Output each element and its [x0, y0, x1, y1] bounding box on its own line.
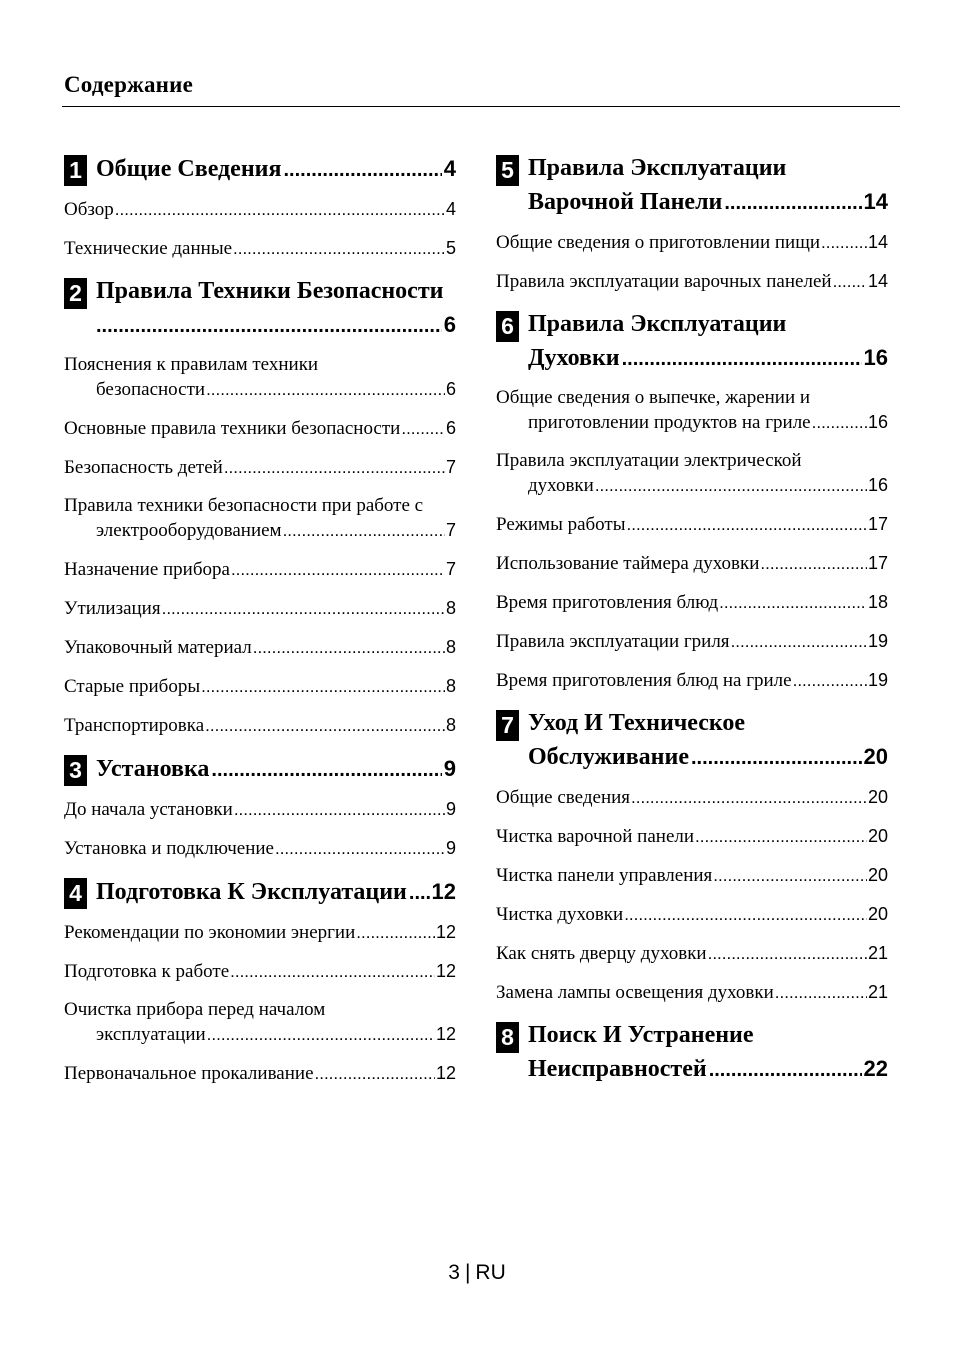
entry-text: Установка и подключение [64, 838, 274, 859]
toc-entry[interactable] [64, 635, 456, 660]
toc-entry[interactable] [64, 557, 456, 582]
toc-entry[interactable] [64, 1061, 456, 1086]
entry-page: 12 [435, 1063, 456, 1083]
toc-entry[interactable] [496, 269, 888, 294]
entry-page: 8 [445, 715, 456, 735]
entry-text: Время приготовления блюд [496, 592, 719, 613]
entry-page: 14 [867, 232, 888, 252]
entry-page: 21 [867, 943, 888, 963]
toc-section-4[interactable] [64, 875, 456, 910]
entry-page: 18 [867, 592, 888, 612]
entry-text: Чистка духовки [496, 904, 624, 925]
entry-page: 19 [867, 670, 888, 690]
section-title: Правила Эксплуатации [528, 155, 787, 181]
section-title-cont: Духовки [528, 345, 620, 371]
section-page: 22 [863, 1056, 888, 1081]
entry-page: 6 [445, 418, 456, 438]
entry-text: Общие сведения о выпечке, жарении и [496, 387, 811, 408]
section-number-badge: 1 [64, 155, 87, 186]
section-title: Поиск И Устранение [528, 1022, 754, 1048]
toc-entry[interactable] [496, 386, 888, 435]
toc-entry[interactable] [496, 668, 888, 693]
toc-entry[interactable] [64, 713, 456, 738]
entry-text: Технические данные [64, 238, 233, 259]
entry-page: 16 [867, 475, 888, 495]
toc-entry[interactable] [64, 416, 456, 441]
entry-text: Время приготовления блюд на гриле [496, 670, 792, 691]
toc-entry[interactable] [64, 959, 456, 984]
toc-entry[interactable] [64, 998, 456, 1047]
entry-page: 14 [867, 271, 888, 291]
toc-section-6[interactable] [496, 308, 888, 376]
section-page: 20 [863, 744, 888, 769]
entry-page: 7 [445, 559, 456, 579]
toc-entry[interactable] [64, 197, 456, 222]
section-title-cont: Неисправностей [528, 1056, 707, 1082]
toc-entry[interactable] [496, 980, 888, 1005]
entry-page: 21 [867, 982, 888, 1002]
toc-entry[interactable] [64, 920, 456, 945]
entry-text: Общие сведения о приготовлении пищи [496, 232, 821, 253]
section-title: Правила Эксплуатации [528, 311, 787, 337]
section-number-badge: 3 [64, 755, 87, 786]
entry-text: Обзор [64, 199, 114, 220]
toc-entry[interactable] [496, 449, 888, 498]
toc-section-2[interactable] [64, 275, 456, 343]
section-number-badge: 8 [496, 1022, 519, 1053]
entry-text: Использование таймера духовки [496, 553, 760, 574]
section-number-badge: 4 [64, 878, 87, 909]
entry-text: Замена лампы освещения духовки [496, 982, 774, 1003]
section-page: 4 [443, 156, 456, 181]
entry-text: Транспортировка [64, 715, 205, 736]
toc-entry[interactable] [496, 902, 888, 927]
toc-entry[interactable] [64, 596, 456, 621]
toc-entry[interactable] [496, 551, 888, 576]
entry-text: Правила эксплуатации варочных панелей [496, 271, 832, 292]
entry-page: 9 [445, 799, 456, 819]
entry-page: 8 [445, 637, 456, 657]
footer-separator: | [464, 1261, 471, 1284]
entry-page: 16 [867, 412, 888, 432]
entry-text: Основные правила техники безопасности [64, 418, 401, 439]
toc-entry[interactable] [496, 512, 888, 537]
page-title: Содержание [64, 72, 193, 97]
toc-section-3[interactable] [64, 752, 456, 787]
entry-text: Упаковочный материал [64, 637, 252, 658]
entry-page: 4 [445, 199, 456, 219]
section-title: Уход И Техническое [528, 710, 746, 736]
title-divider [62, 106, 900, 107]
toc-entry[interactable] [496, 785, 888, 810]
toc-entry[interactable] [64, 674, 456, 699]
entry-text: Правила эксплуатации электрической [496, 450, 802, 471]
toc-left-column [64, 152, 456, 1100]
entry-text: Чистка варочной панели [496, 826, 695, 847]
entry-text: Правила эксплуатации гриля [496, 631, 730, 652]
toc-section-1[interactable] [64, 152, 456, 187]
entry-text-cont: духовки [528, 475, 594, 496]
entry-text: Пояснения к правилам техники [64, 354, 319, 375]
section-title-cont: Варочной Панели [528, 189, 723, 215]
entry-page: 20 [867, 865, 888, 885]
entry-text: До начала установки [64, 799, 233, 820]
toc-entry[interactable] [64, 455, 456, 480]
entry-page: 7 [445, 520, 456, 540]
toc-entry[interactable] [496, 629, 888, 654]
entry-page: 17 [867, 514, 888, 534]
entry-page: 12 [435, 922, 456, 942]
entry-page: 9 [445, 838, 456, 858]
section-title: Правила Техники Безопасности [96, 278, 444, 304]
entry-text: Как снять дверцу духовки [496, 943, 707, 964]
toc-entry[interactable] [64, 494, 456, 543]
entry-page: 12 [435, 961, 456, 981]
toc-entry[interactable] [64, 236, 456, 261]
entry-page: 8 [445, 676, 456, 696]
toc-right-column [496, 152, 888, 1093]
toc-entry[interactable] [496, 230, 888, 255]
entry-page: 19 [867, 631, 888, 651]
entry-text: Рекомендации по экономии энергии [64, 922, 356, 943]
section-page: 14 [863, 189, 888, 214]
entry-text: Очистка прибора перед началом [64, 999, 326, 1020]
toc-entry[interactable] [64, 797, 456, 822]
section-title: Подготовка К Эксплуатации [96, 879, 407, 905]
entry-text-cont: электрооборудованием [96, 520, 282, 541]
entry-page: 12 [435, 1024, 456, 1044]
toc-entry[interactable] [64, 353, 456, 402]
entry-text: Подготовка к работе [64, 961, 230, 982]
entry-page: 6 [445, 379, 456, 399]
section-title-cont: Обслуживание [528, 744, 689, 770]
toc-section-8[interactable] [496, 1019, 888, 1087]
section-number-badge: 2 [64, 278, 87, 309]
entry-page: 20 [867, 904, 888, 924]
entry-page: 17 [867, 553, 888, 573]
section-page: 12 [431, 879, 456, 904]
entry-page: 8 [445, 598, 456, 618]
entry-page: 7 [445, 457, 456, 477]
section-number-badge: 7 [496, 710, 519, 741]
entry-text: Режимы работы [496, 514, 626, 535]
entry-text-cont: эксплуатации [96, 1024, 206, 1045]
section-page: 9 [443, 756, 456, 781]
section-number-badge: 5 [496, 155, 519, 186]
language-code: RU [475, 1261, 506, 1284]
toc-entry[interactable] [496, 941, 888, 966]
entry-text-cont: приготовлении продуктов на гриле [528, 412, 811, 433]
toc-entry[interactable] [64, 836, 456, 861]
section-page: 16 [863, 345, 888, 370]
section-title: Установка [96, 756, 210, 782]
toc-section-5[interactable] [496, 152, 888, 220]
section-number-badge: 6 [496, 311, 519, 342]
entry-text: Правила техники безопасности при работе с [64, 495, 424, 516]
entry-text: Утилизация [64, 598, 161, 619]
entry-text: Чистка панели управления [496, 865, 713, 886]
section-title: Общие Сведения [96, 156, 282, 182]
entry-page: 5 [445, 238, 456, 258]
entry-page: 20 [867, 787, 888, 807]
entry-text: Общие сведения [496, 787, 631, 808]
page-number: 3 [448, 1261, 460, 1284]
section-page: 6 [443, 312, 456, 337]
entry-text: Первоначальное прокаливание [64, 1063, 314, 1084]
toc-entry[interactable] [496, 590, 888, 615]
entry-text: Безопасность детей [64, 457, 223, 478]
entry-text-cont: безопасности [96, 379, 206, 400]
toc-entry[interactable] [496, 863, 888, 888]
entry-text: Назначение прибора [64, 559, 230, 580]
toc-entry[interactable] [496, 824, 888, 849]
entry-page: 20 [867, 826, 888, 846]
toc-section-7[interactable] [496, 707, 888, 775]
page-footer [0, 1261, 954, 1285]
entry-text: Старые приборы [64, 676, 201, 697]
